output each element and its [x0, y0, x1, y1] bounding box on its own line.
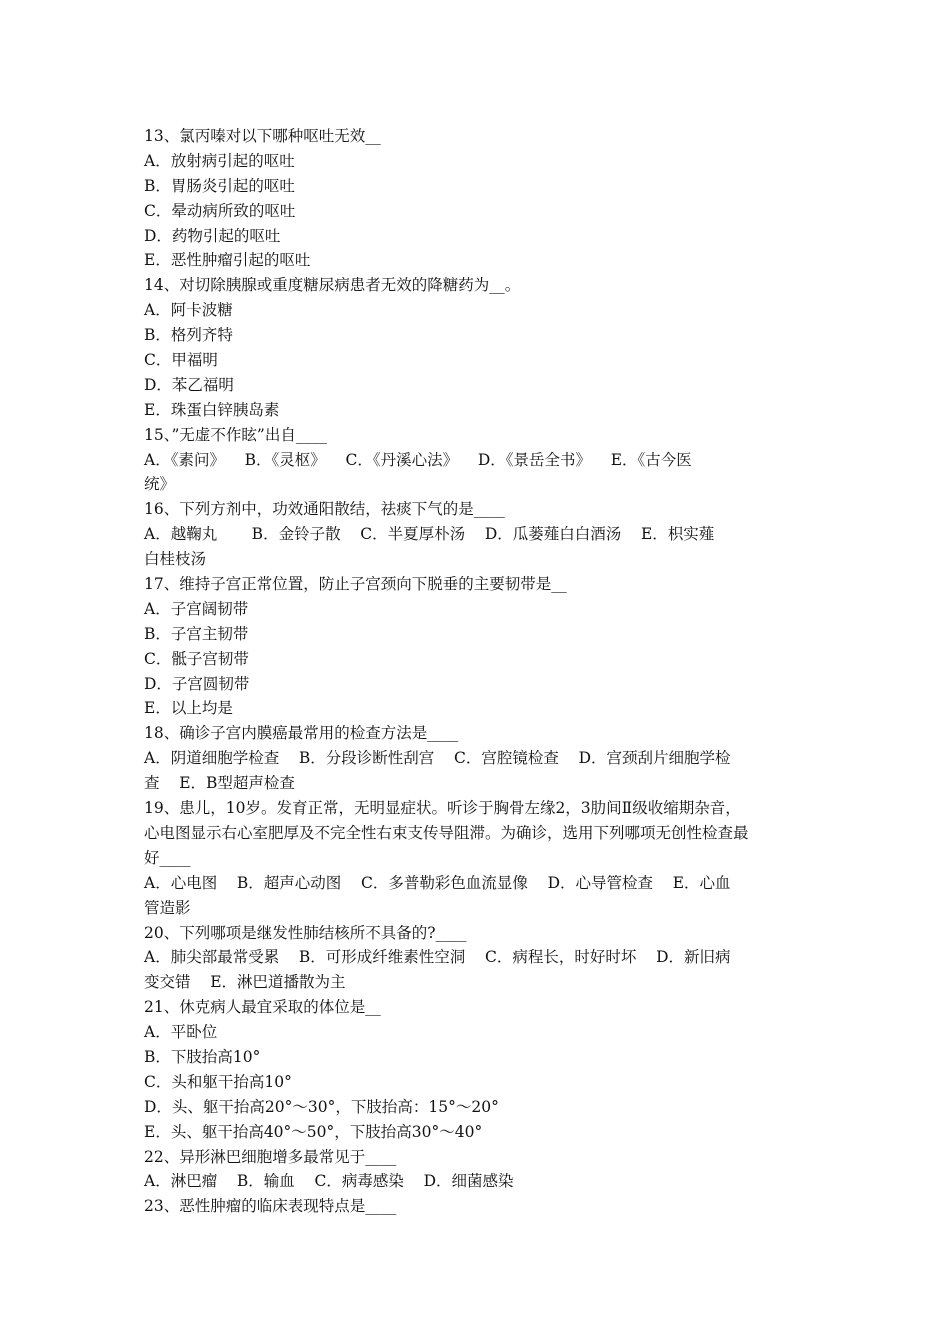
question-16: 16、下列方剂中，功效通阳散结，祛痰下气的是____ [144, 500, 505, 519]
option-line: E．珠蛋白锌胰岛素 [144, 400, 280, 419]
option-line: D．药物引起的呕吐 [144, 226, 281, 245]
question-14: 14、对切除胰腺或重度糖尿病患者无效的降糖药为__。 [144, 276, 521, 295]
option-line: E．以上均是 [144, 699, 233, 718]
option-line-continued: 管造影 [144, 898, 191, 917]
option-line: E．头、躯干抬高40°～50°，下肢抬高30°～40° [144, 1122, 483, 1141]
question-19-continued: 好____ [144, 848, 191, 867]
question-13: 13、氯丙嗪对以下哪种呕吐无效__ [144, 127, 381, 145]
document-page [144, 124, 810, 1219]
option-line: D．头、躯干抬高20°～30°，下肢抬高：15°～20° [144, 1097, 499, 1116]
question-22: 22、异形淋巴细胞增多最常见于____ [144, 1147, 397, 1166]
question-20: 20、下列哪项是继发性肺结核所不具备的?____ [144, 923, 467, 942]
option-line: A．子宫阔韧带 [144, 599, 249, 618]
option-line: A．越鞠丸 B．金铃子散 C．半夏厚朴汤 D．瓜蒌薤白白酒汤 E．枳实薤 [144, 525, 715, 544]
option-line-continued: 统》 [144, 475, 176, 494]
question-19: 19、患儿，10岁。发育正常，无明显症状。听诊于胸骨左缘2，3肋间Ⅱ级收缩期杂音， [144, 799, 741, 818]
option-line-continued: 白桂枝汤 [144, 550, 207, 569]
option-line: D．苯乙福明 [144, 375, 234, 394]
option-line-continued: 变交错 E．淋巴道播散为主 [144, 973, 346, 992]
question-15: 15、”无虚不作眩”出自____ [144, 425, 327, 444]
option-line: B．格列齐特 [144, 326, 233, 345]
question-21: 21、休克病人最宜采取的体位是__ [144, 998, 381, 1017]
option-line: B．子宫主韧带 [144, 624, 249, 643]
option-line-continued: 查 E．B型超声检查 [144, 774, 295, 793]
question-18: 18、确诊子宫内膜癌最常用的检查方法是____ [144, 724, 459, 743]
option-line: C．甲福明 [144, 351, 218, 370]
option-line: B．下肢抬高10° [144, 1047, 261, 1066]
option-line: B．胃肠炎引起的呕吐 [144, 176, 295, 195]
question-19-continued: 心电图显示右心室肥厚及不完全性右束支传导阻滞。为确诊，选用下列哪项无创性检查最 [144, 823, 749, 842]
option-line: A．淋巴瘤 B．输血 C．病毒感染 D．细菌感染 [144, 1172, 514, 1191]
option-line: A．《素问》 B．《灵枢》 C．《丹溪心法》 D．《景岳全书》 E．《古今医 [144, 450, 692, 469]
option-line: A．阿卡波糖 [144, 301, 233, 320]
option-line: D．子宫圆韧带 [144, 674, 250, 693]
option-line: A．平卧位 [144, 1023, 218, 1042]
option-line: A．阴道细胞学检查 B．分段诊断性刮宫 C．宫腔镜检查 D．宫颈刮片细胞学检 [144, 749, 731, 768]
question-17: 17、维持子宫正常位置，防止子宫颈向下脱垂的主要韧带是__ [144, 575, 567, 594]
option-line: A．心电图 B．超声心动图 C．多普勒彩色血流显像 D．心导管检查 E．心血 [144, 873, 731, 892]
option-line: C．骶子宫韧带 [144, 649, 249, 668]
option-line: E．恶性肿瘤引起的呕吐 [144, 251, 311, 270]
option-line: A．放射病引起的呕吐 [144, 151, 295, 170]
option-line: C．头和躯干抬高10° [144, 1072, 292, 1091]
question-23: 23、恶性肿瘤的临床表现特点是____ [144, 1197, 397, 1216]
option-line: C．晕动病所致的呕吐 [144, 201, 296, 220]
option-line: A．肺尖部最常受累 B．可形成纤维素性空洞 C．病程长，时好时坏 D．新旧病 [144, 948, 731, 967]
